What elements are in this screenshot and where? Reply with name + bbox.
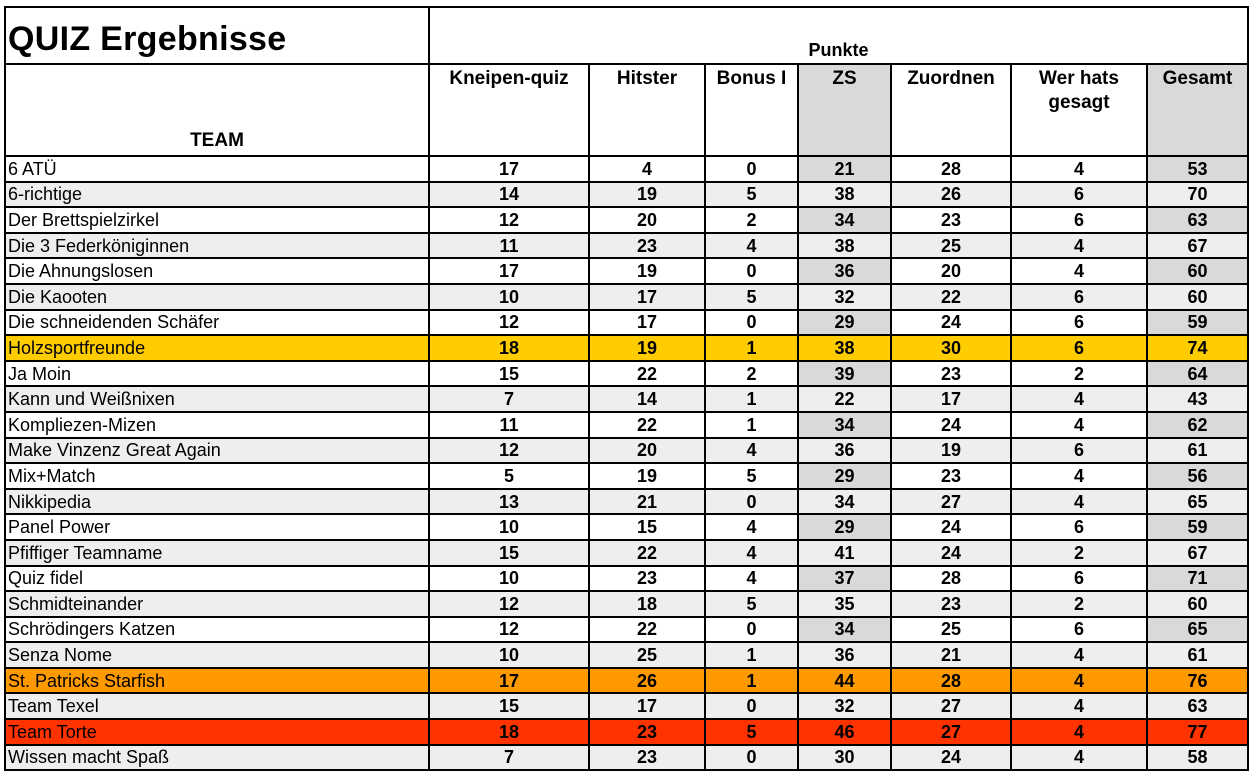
score-cell-gesamt[interactable]: 77 (1147, 719, 1248, 745)
score-cell-bonus-i[interactable]: 5 (705, 463, 798, 489)
score-cell-zuordnen[interactable]: 28 (891, 668, 1011, 694)
score-cell-bonus-i[interactable]: 4 (705, 566, 798, 592)
column-header-bonus-i[interactable]: Bonus I (705, 64, 798, 156)
score-cell-kneipen-quiz[interactable]: 15 (429, 540, 589, 566)
score-cell-zs[interactable]: 29 (798, 514, 891, 540)
table-row (5, 489, 1248, 515)
score-cell-zs[interactable]: 29 (798, 310, 891, 336)
score-cell-kneipen-quiz[interactable]: 10 (429, 566, 589, 592)
score-cell-zs[interactable]: 30 (798, 745, 891, 771)
score-cell-zs[interactable]: 36 (798, 642, 891, 668)
score-cell-wer-hats-gesagt[interactable]: 4 (1011, 386, 1147, 412)
sheet-title: QUIZ Ergebnisse (5, 7, 429, 64)
score-cell-zuordnen[interactable]: 24 (891, 412, 1011, 438)
score-cell-bonus-i[interactable]: 1 (705, 412, 798, 438)
score-cell-bonus-i[interactable]: 1 (705, 668, 798, 694)
score-cell-zuordnen[interactable]: 30 (891, 335, 1011, 361)
score-cell-zuordnen[interactable]: 27 (891, 719, 1011, 745)
score-cell-gesamt[interactable]: 60 (1147, 591, 1248, 617)
team-name-cell[interactable]: St. Patricks Starfish (5, 668, 429, 694)
score-cell-kneipen-quiz[interactable]: 15 (429, 361, 589, 387)
score-cell-zuordnen[interactable]: 25 (891, 617, 1011, 643)
score-cell-wer-hats-gesagt[interactable]: 4 (1011, 463, 1147, 489)
score-cell-hitster[interactable]: 22 (589, 617, 705, 643)
score-cell-bonus-i[interactable]: 2 (705, 207, 798, 233)
score-cell-hitster[interactable]: 18 (589, 591, 705, 617)
score-cell-gesamt[interactable]: 74 (1147, 335, 1248, 361)
score-cell-hitster[interactable]: 17 (589, 310, 705, 336)
score-cell-wer-hats-gesagt[interactable]: 2 (1011, 540, 1147, 566)
score-cell-gesamt[interactable]: 61 (1147, 642, 1248, 668)
score-cell-bonus-i[interactable]: 0 (705, 489, 798, 515)
table-row (5, 310, 1248, 336)
score-cell-bonus-i[interactable]: 1 (705, 386, 798, 412)
score-cell-gesamt[interactable]: 59 (1147, 310, 1248, 336)
score-cell-bonus-i[interactable]: 4 (705, 438, 798, 464)
score-cell-hitster[interactable]: 17 (589, 284, 705, 310)
score-cell-hitster[interactable]: 20 (589, 207, 705, 233)
table-row (5, 719, 1248, 745)
score-cell-zuordnen[interactable]: 25 (891, 233, 1011, 259)
team-name-cell[interactable]: Make Vinzenz Great Again (5, 438, 429, 464)
score-cell-zs[interactable]: 35 (798, 591, 891, 617)
score-cell-kneipen-quiz[interactable]: 7 (429, 386, 589, 412)
score-cell-zuordnen[interactable]: 21 (891, 642, 1011, 668)
score-cell-hitster[interactable]: 14 (589, 386, 705, 412)
score-cell-wer-hats-gesagt[interactable]: 4 (1011, 489, 1147, 515)
score-cell-gesamt[interactable]: 62 (1147, 412, 1248, 438)
column-header-kneipen-quiz[interactable]: Kneipen-quiz (429, 64, 589, 156)
table-row (5, 233, 1248, 259)
score-cell-kneipen-quiz[interactable]: 17 (429, 258, 589, 284)
score-cell-wer-hats-gesagt[interactable]: 6 (1011, 514, 1147, 540)
score-cell-kneipen-quiz[interactable]: 10 (429, 514, 589, 540)
team-name-cell[interactable]: Team Texel (5, 693, 429, 719)
score-cell-wer-hats-gesagt[interactable]: 2 (1011, 361, 1147, 387)
score-cell-zuordnen[interactable]: 22 (891, 284, 1011, 310)
table-row (5, 514, 1248, 540)
score-cell-gesamt[interactable]: 63 (1147, 693, 1248, 719)
score-cell-hitster[interactable]: 19 (589, 182, 705, 208)
score-cell-bonus-i[interactable]: 5 (705, 182, 798, 208)
score-cell-hitster[interactable]: 25 (589, 642, 705, 668)
score-cell-hitster[interactable]: 21 (589, 489, 705, 515)
table-row (5, 156, 1248, 182)
score-cell-gesamt[interactable]: 43 (1147, 386, 1248, 412)
team-name-cell[interactable]: 6-richtige (5, 182, 429, 208)
score-cell-wer-hats-gesagt[interactable]: 6 (1011, 335, 1147, 361)
score-cell-bonus-i[interactable]: 0 (705, 310, 798, 336)
table-row (5, 540, 1248, 566)
score-cell-kneipen-quiz[interactable]: 10 (429, 284, 589, 310)
score-cell-zuordnen[interactable]: 24 (891, 310, 1011, 336)
score-cell-bonus-i[interactable]: 0 (705, 156, 798, 182)
score-cell-gesamt[interactable]: 60 (1147, 284, 1248, 310)
team-name-cell[interactable]: Kann und Weißnixen (5, 386, 429, 412)
score-cell-gesamt[interactable]: 76 (1147, 668, 1248, 694)
score-cell-gesamt[interactable]: 59 (1147, 514, 1248, 540)
score-cell-zuordnen[interactable]: 17 (891, 386, 1011, 412)
score-cell-kneipen-quiz[interactable]: 17 (429, 156, 589, 182)
table-row (5, 386, 1248, 412)
column-header-zuordnen[interactable]: Zuordnen (891, 64, 1011, 156)
score-cell-wer-hats-gesagt[interactable]: 4 (1011, 258, 1147, 284)
score-cell-zs[interactable]: 41 (798, 540, 891, 566)
score-cell-hitster[interactable]: 19 (589, 258, 705, 284)
score-cell-zs[interactable]: 21 (798, 156, 891, 182)
score-cell-kneipen-quiz[interactable]: 12 (429, 617, 589, 643)
score-cell-zs[interactable]: 22 (798, 386, 891, 412)
team-name-cell[interactable]: Die Kaooten (5, 284, 429, 310)
score-cell-zs[interactable]: 36 (798, 258, 891, 284)
table-row (5, 335, 1248, 361)
score-cell-zs[interactable]: 46 (798, 719, 891, 745)
score-cell-wer-hats-gesagt[interactable]: 4 (1011, 719, 1147, 745)
score-cell-bonus-i[interactable]: 0 (705, 745, 798, 771)
table-row (5, 566, 1248, 592)
score-cell-wer-hats-gesagt[interactable]: 6 (1011, 617, 1147, 643)
score-cell-wer-hats-gesagt[interactable]: 4 (1011, 156, 1147, 182)
score-cell-zuordnen[interactable]: 24 (891, 540, 1011, 566)
score-cell-zs[interactable]: 38 (798, 182, 891, 208)
team-name-cell[interactable]: Der Brettspielzirkel (5, 207, 429, 233)
score-cell-hitster[interactable]: 4 (589, 156, 705, 182)
table-row (5, 617, 1248, 643)
table-row (5, 693, 1248, 719)
column-header-hitster[interactable]: Hitster (589, 64, 705, 156)
score-cell-wer-hats-gesagt[interactable]: 6 (1011, 284, 1147, 310)
score-cell-gesamt[interactable]: 67 (1147, 233, 1248, 259)
score-cell-zs[interactable]: 34 (798, 489, 891, 515)
table-row (5, 438, 1248, 464)
table-row (5, 412, 1248, 438)
team-name-cell[interactable]: Die schneidenden Schäfer (5, 310, 429, 336)
score-cell-hitster[interactable]: 19 (589, 463, 705, 489)
score-cell-kneipen-quiz[interactable]: 18 (429, 335, 589, 361)
score-cell-wer-hats-gesagt[interactable]: 4 (1011, 693, 1147, 719)
score-cell-zuordnen[interactable]: 23 (891, 463, 1011, 489)
score-cell-gesamt[interactable]: 61 (1147, 438, 1248, 464)
score-cell-kneipen-quiz[interactable]: 14 (429, 182, 589, 208)
score-cell-bonus-i[interactable]: 5 (705, 719, 798, 745)
score-cell-wer-hats-gesagt[interactable]: 6 (1011, 182, 1147, 208)
table-row (5, 284, 1248, 310)
score-cell-wer-hats-gesagt[interactable]: 6 (1011, 207, 1147, 233)
score-cell-hitster[interactable]: 22 (589, 361, 705, 387)
score-cell-zuordnen[interactable]: 19 (891, 438, 1011, 464)
score-cell-zs[interactable]: 32 (798, 284, 891, 310)
table-row (5, 207, 1248, 233)
score-cell-hitster[interactable]: 26 (589, 668, 705, 694)
table-row (5, 591, 1248, 617)
score-cell-hitster[interactable]: 23 (589, 233, 705, 259)
score-cell-hitster[interactable]: 22 (589, 540, 705, 566)
score-cell-wer-hats-gesagt[interactable]: 6 (1011, 310, 1147, 336)
team-name-cell[interactable]: Quiz fidel (5, 566, 429, 592)
score-cell-hitster[interactable]: 19 (589, 335, 705, 361)
score-cell-hitster[interactable]: 22 (589, 412, 705, 438)
score-cell-hitster[interactable]: 23 (589, 745, 705, 771)
score-cell-hitster[interactable]: 23 (589, 719, 705, 745)
team-name-cell[interactable]: Ja Moin (5, 361, 429, 387)
score-cell-gesamt[interactable]: 63 (1147, 207, 1248, 233)
score-cell-zs[interactable]: 36 (798, 438, 891, 464)
team-column-header[interactable]: TEAM (5, 64, 429, 156)
column-header-zs[interactable]: ZS (798, 64, 891, 156)
score-cell-kneipen-quiz[interactable]: 10 (429, 642, 589, 668)
team-name-cell[interactable]: Panel Power (5, 514, 429, 540)
score-cell-hitster[interactable]: 20 (589, 438, 705, 464)
score-cell-kneipen-quiz[interactable]: 7 (429, 745, 589, 771)
team-name-cell[interactable]: Wissen macht Spaß (5, 745, 429, 771)
score-cell-gesamt[interactable]: 53 (1147, 156, 1248, 182)
score-cell-kneipen-quiz[interactable]: 11 (429, 233, 589, 259)
score-cell-zs[interactable]: 34 (798, 617, 891, 643)
team-name-cell[interactable]: Kompliezen-Mizen (5, 412, 429, 438)
score-cell-kneipen-quiz[interactable]: 12 (429, 438, 589, 464)
score-cell-zuordnen[interactable]: 28 (891, 566, 1011, 592)
score-cell-zs[interactable]: 29 (798, 463, 891, 489)
score-cell-zs[interactable]: 34 (798, 412, 891, 438)
score-cell-kneipen-quiz[interactable]: 13 (429, 489, 589, 515)
score-cell-gesamt[interactable]: 65 (1147, 617, 1248, 643)
score-cell-zuordnen[interactable]: 20 (891, 258, 1011, 284)
score-cell-bonus-i[interactable]: 1 (705, 335, 798, 361)
score-cell-bonus-i[interactable]: 0 (705, 693, 798, 719)
score-cell-bonus-i[interactable]: 5 (705, 284, 798, 310)
team-name-cell[interactable]: Senza Nome (5, 642, 429, 668)
score-cell-zuordnen[interactable]: 28 (891, 156, 1011, 182)
team-name-cell[interactable]: Die Ahnungslosen (5, 258, 429, 284)
team-name-cell[interactable]: Holzsportfreunde (5, 335, 429, 361)
team-name-cell[interactable]: Schmidteinander (5, 591, 429, 617)
table-row (5, 668, 1248, 694)
score-cell-kneipen-quiz[interactable]: 12 (429, 591, 589, 617)
score-cell-wer-hats-gesagt[interactable]: 4 (1011, 412, 1147, 438)
score-cell-kneipen-quiz[interactable]: 17 (429, 668, 589, 694)
score-cell-kneipen-quiz[interactable]: 12 (429, 207, 589, 233)
score-cell-kneipen-quiz[interactable]: 15 (429, 693, 589, 719)
team-name-cell[interactable]: Die 3 Federköniginnen (5, 233, 429, 259)
score-cell-wer-hats-gesagt[interactable]: 4 (1011, 745, 1147, 771)
score-cell-zs[interactable]: 38 (798, 335, 891, 361)
score-cell-hitster[interactable]: 17 (589, 693, 705, 719)
score-cell-bonus-i[interactable]: 2 (705, 361, 798, 387)
score-cell-gesamt[interactable]: 70 (1147, 182, 1248, 208)
score-cell-zs[interactable]: 32 (798, 693, 891, 719)
score-cell-zs[interactable]: 34 (798, 207, 891, 233)
score-cell-zuordnen[interactable]: 27 (891, 489, 1011, 515)
points-group-header: Punkte (429, 7, 1248, 64)
team-name-cell[interactable]: Mix+Match (5, 463, 429, 489)
table-row (5, 258, 1248, 284)
column-header-wer-hats-gesagt[interactable]: Wer hats gesagt (1011, 64, 1147, 156)
column-header-gesamt[interactable]: Gesamt (1147, 64, 1248, 156)
score-cell-bonus-i[interactable]: 1 (705, 642, 798, 668)
score-cell-gesamt[interactable]: 71 (1147, 566, 1248, 592)
score-cell-gesamt[interactable]: 56 (1147, 463, 1248, 489)
score-cell-wer-hats-gesagt[interactable]: 6 (1011, 438, 1147, 464)
title-row (5, 7, 1248, 64)
score-cell-bonus-i[interactable]: 4 (705, 514, 798, 540)
score-cell-zuordnen[interactable]: 24 (891, 745, 1011, 771)
score-cell-kneipen-quiz[interactable]: 11 (429, 412, 589, 438)
score-cell-kneipen-quiz[interactable]: 5 (429, 463, 589, 489)
table-row (5, 463, 1248, 489)
score-cell-zs[interactable]: 44 (798, 668, 891, 694)
score-cell-wer-hats-gesagt[interactable]: 4 (1011, 233, 1147, 259)
team-name-cell[interactable]: 6 ATÜ (5, 156, 429, 182)
score-cell-gesamt[interactable]: 60 (1147, 258, 1248, 284)
results-body (5, 156, 1248, 770)
score-cell-zs[interactable]: 38 (798, 233, 891, 259)
score-cell-hitster[interactable]: 23 (589, 566, 705, 592)
score-cell-wer-hats-gesagt[interactable]: 2 (1011, 591, 1147, 617)
score-cell-gesamt[interactable]: 58 (1147, 745, 1248, 771)
team-name-cell[interactable]: Schrödingers Katzen (5, 617, 429, 643)
score-cell-zuordnen[interactable]: 26 (891, 182, 1011, 208)
score-cell-zuordnen[interactable]: 27 (891, 693, 1011, 719)
score-cell-zuordnen[interactable]: 23 (891, 207, 1011, 233)
score-cell-wer-hats-gesagt[interactable]: 4 (1011, 642, 1147, 668)
score-cell-kneipen-quiz[interactable]: 12 (429, 310, 589, 336)
score-cell-zuordnen[interactable]: 23 (891, 361, 1011, 387)
score-cell-zuordnen[interactable]: 23 (891, 591, 1011, 617)
score-cell-bonus-i[interactable]: 4 (705, 540, 798, 566)
score-cell-zs[interactable]: 39 (798, 361, 891, 387)
table-row (5, 361, 1248, 387)
score-cell-gesamt[interactable]: 65 (1147, 489, 1248, 515)
team-name-cell[interactable]: Team Torte (5, 719, 429, 745)
score-cell-bonus-i[interactable]: 4 (705, 233, 798, 259)
score-cell-wer-hats-gesagt[interactable]: 6 (1011, 566, 1147, 592)
team-name-cell[interactable]: Nikkipedia (5, 489, 429, 515)
table-row (5, 182, 1248, 208)
score-cell-zuordnen[interactable]: 24 (891, 514, 1011, 540)
team-name-cell[interactable]: Pfiffiger Teamname (5, 540, 429, 566)
table-row (5, 642, 1248, 668)
score-cell-wer-hats-gesagt[interactable]: 4 (1011, 668, 1147, 694)
quiz-results-table (4, 6, 1249, 771)
score-cell-gesamt[interactable]: 64 (1147, 361, 1248, 387)
score-cell-hitster[interactable]: 15 (589, 514, 705, 540)
score-cell-zs[interactable]: 37 (798, 566, 891, 592)
score-cell-bonus-i[interactable]: 0 (705, 617, 798, 643)
score-cell-bonus-i[interactable]: 5 (705, 591, 798, 617)
score-cell-kneipen-quiz[interactable]: 18 (429, 719, 589, 745)
score-cell-bonus-i[interactable]: 0 (705, 258, 798, 284)
table-row (5, 745, 1248, 771)
score-cell-gesamt[interactable]: 67 (1147, 540, 1248, 566)
column-header-row (5, 64, 1248, 156)
